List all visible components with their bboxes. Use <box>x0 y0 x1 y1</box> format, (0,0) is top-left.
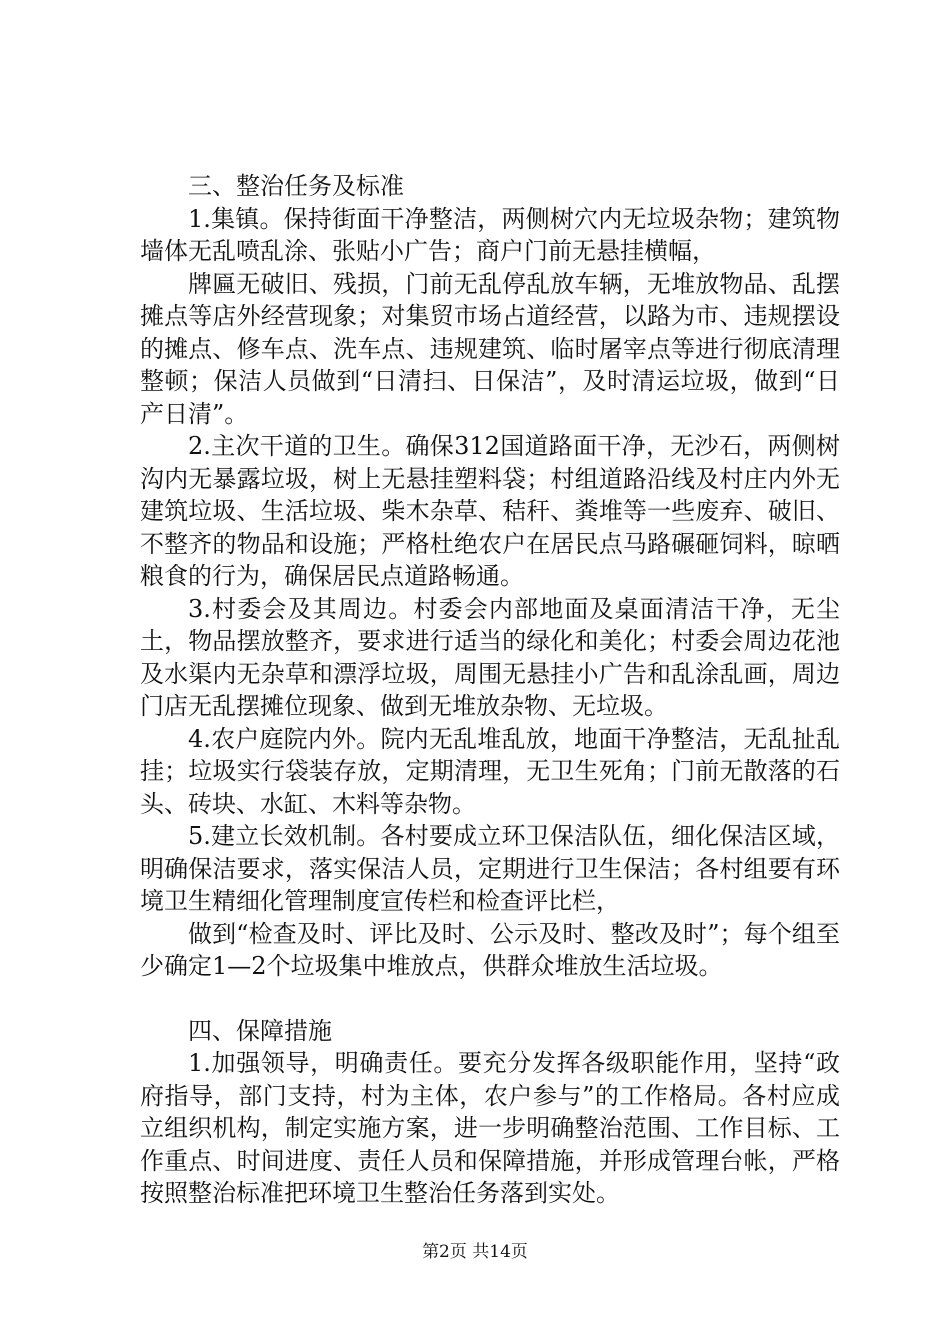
paragraph: 2.主次干道的卫生。确保312国道路面干净，无沙石，两侧树沟内无暴露垃圾，树上无悬挂塑料袋；村组道路沿线及村庄内外无建筑垃圾、生活垃圾、柴木杂草、秸秆、粪堆等一些废弃、破旧、不整齐的物品和设施；严格杜绝农户在居民点马路碾砸饲料，晾晒粮食的行为，确保居民点道路畅通。 <box>140 432 840 590</box>
paragraph: 5.建立长效机制。各村要成立环卫保洁队伍，细化保洁区域，明确保洁要求，落实保洁人员，定期进行卫生保洁；各村组要有环境卫生精细化管理制度宣传栏和检查评比栏， <box>140 822 840 915</box>
paragraph-spacer <box>140 983 840 1015</box>
document-body <box>140 170 840 1210</box>
paragraph: 牌匾无破旧、残损，门前无乱停乱放车辆，无堆放物品、乱摆摊点等店外经营现象；对集贸市场占道经营，以路为市、违规摆设的摊点、修车点、洗车点、违规建筑、临时屠宰点等进行彻底清理整顿；保洁人员做到“日清扫、日保洁”，及时清运垃圾，做到“日产日清”。 <box>140 269 840 428</box>
section-heading: 四、保障措施 <box>188 1016 332 1045</box>
paragraph: 1.集镇。保持街面干净整洁，两侧树穴内无垃圾杂物；建筑物墙体无乱喷乱涂、张贴小广告；商户门前无悬挂横幅， <box>140 204 840 265</box>
paragraph: 4.农户庭院内外。院内无乱堆乱放，地面干净整洁，无乱扯乱挂；垃圾实行袋装存放，定期清理，无卫生死角；门前无散落的石头、砖块、水缸、木料等杂物。 <box>140 724 840 818</box>
section-heading: 三、整治任务及标准 <box>188 172 404 200</box>
paragraph: 1.加强领导，明确责任。要充分发挥各级职能作用，坚持“政府指导，部门支持，村为主体，农户参与”的工作格局。各村应成立组织机构，制定实施方案，进一步明确整治范围、工作目标、工作重点、时间进度、责任人员和保障措施，并形成管理台帐，严格按照整治标准把环境卫生整治任务落到实处。 <box>140 1049 840 1207</box>
paragraph: 做到“检查及时、评比及时、公示及时、整改及时”；每个组至少确定1—2个垃圾集中堆放点，供群众堆放生活垃圾。 <box>140 919 840 980</box>
page-number-footer: 第2页 共14页 <box>422 1242 528 1262</box>
paragraph: 3.村委会及其周边。村委会内部地面及桌面清洁干净，无尘土，物品摆放整齐，要求进行适当的绿化和美化；村委会周边花池及水渠内无杂草和漂浮垃圾，周围无悬挂小广告和乱涂乱画，周边门店无乱摆摊位现象、做到无堆放杂物、无垃圾。 <box>140 594 840 720</box>
